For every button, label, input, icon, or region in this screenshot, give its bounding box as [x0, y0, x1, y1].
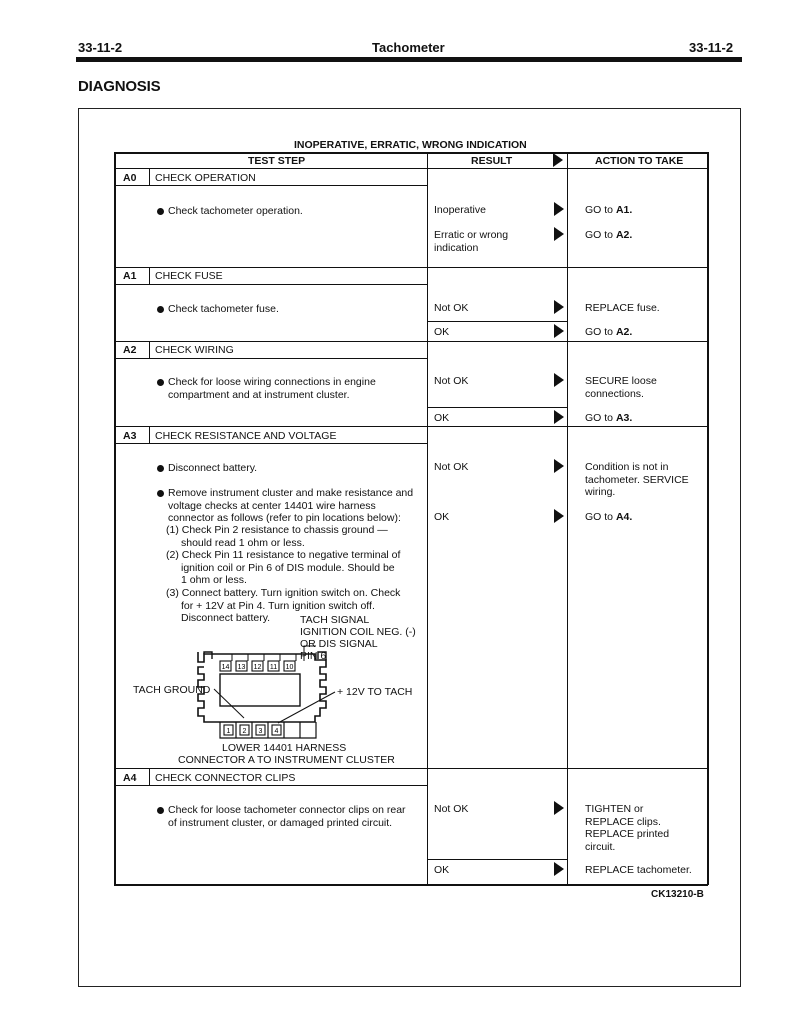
action-a3-1: Condition is not in tachometer. SERVICE wiring. [585, 461, 689, 498]
bullet-icon [157, 306, 164, 313]
step-id-a3: A3 [123, 430, 137, 442]
action-a3-2: GO to A4. [585, 511, 633, 523]
pin-label: 3 [258, 728, 263, 735]
step-a3-substep-1: (1) Check Pin 2 resistance to chassis ground — should read 1 ohm or less. [166, 524, 388, 549]
col-header-result: RESULT [471, 155, 513, 167]
bullet-icon [157, 807, 164, 814]
step-id-a2: A2 [123, 344, 137, 356]
arrow-icon [554, 509, 564, 523]
bullet-icon [157, 465, 164, 472]
tach-signal-leader [304, 646, 316, 652]
step-a3-substep-3: (3) Connect battery. Turn ignition switch on. Check for + 12V at Pin 4. Turn ignition switch off. Disconnect battery. [166, 587, 401, 624]
figure-code: CK13210-B [651, 889, 704, 900]
result-a4-1: Not OK [434, 803, 469, 815]
section-title: DIAGNOSIS [78, 78, 161, 95]
connector-caption-2: CONNECTOR A TO INSTRUMENT CLUSTER [178, 754, 395, 766]
connector-caption-1: LOWER 14401 HARNESS [222, 742, 347, 754]
result-a2-1: Not OK [434, 375, 469, 387]
page-number-left: 33-11-2 [78, 40, 123, 55]
pin-label: 1 [226, 728, 231, 735]
tach-ground-leader [214, 689, 244, 718]
step-a2-instruction: Check for loose wiring connections in engine compartment and at instrument cluster. [168, 376, 376, 401]
action-a2-1: SECURE loose connections. [585, 375, 657, 400]
page-number-right: 33-11-2 [689, 40, 734, 55]
result-a3-1: Not OK [434, 461, 469, 473]
connector-body [198, 652, 326, 722]
action-a4-1: TIGHTEN or REPLACE clips. REPLACE printed circuit. [585, 803, 670, 853]
pin-label: 10 [285, 664, 294, 671]
tach-signal-label: TACH SIGNAL IGNITION COIL NEG. (-) OR DIS SIGNAL PIN 6 [300, 614, 416, 662]
bullet-icon [157, 379, 164, 386]
pin-label: 11 [269, 664, 278, 671]
pin-label: 2 [242, 728, 247, 735]
action-a2-2: GO to A3. [585, 412, 633, 424]
result-a4-2: OK [434, 864, 450, 876]
step-title-a0: CHECK OPERATION [155, 172, 256, 184]
arrow-icon [554, 410, 564, 424]
pin-label: 4 [274, 728, 279, 735]
step-id-a0: A0 [123, 172, 137, 184]
arrow-icon [554, 801, 564, 815]
action-a0-2: GO to A2. [585, 229, 633, 241]
table-title: INOPERATIVE, ERRATIC, WRONG INDICATION [294, 139, 527, 151]
action-a1-1: REPLACE fuse. [585, 302, 660, 314]
step-a4-instruction: Check for loose tachometer connector clips on rear of instrument cluster, or damaged printed circuit. [168, 804, 406, 829]
connector-diagram [120, 612, 350, 742]
bullet-icon [157, 490, 164, 497]
action-a1-2: GO to A2. [585, 326, 633, 338]
action-a4-2: REPLACE tachometer. [585, 864, 692, 876]
bullet-icon [157, 208, 164, 215]
step-a3-instruction-2: Remove instrument cluster and make resistance and voltage checks at center 14401 wire harness connector as follows (refer to pin locations below): [168, 487, 414, 524]
step-a3-substep-2: (2) Check Pin 11 resistance to negative terminal of ignition coil or Pin 6 of DIS module. Should be 1 ohm or less. [166, 549, 401, 586]
arrow-icon [554, 373, 564, 387]
plus12v-label: + 12V TO TACH [337, 686, 413, 698]
step-id-a1: A1 [123, 270, 137, 282]
bottom-pins [220, 722, 316, 738]
col-header-test-step: TEST STEP [248, 155, 306, 167]
result-a1-2: OK [434, 326, 450, 338]
col-header-action: ACTION TO TAKE [595, 155, 684, 167]
step-a1-instruction: Check tachometer fuse. [168, 303, 279, 315]
step-title-a3: CHECK RESISTANCE AND VOLTAGE [155, 430, 337, 442]
step-id-a4: A4 [123, 772, 137, 784]
pin-label: 13 [237, 664, 246, 671]
result-a3-2: OK [434, 511, 450, 523]
arrow-icon [554, 862, 564, 876]
page-title: Tachometer [372, 40, 445, 55]
step-a3-instruction-1: Disconnect battery. [168, 462, 258, 474]
pin-label: 14 [221, 664, 230, 671]
arrow-icon [554, 300, 564, 314]
step-title-a1: CHECK FUSE [155, 270, 223, 282]
step-a0-instruction: Check tachometer operation. [168, 205, 303, 217]
arrow-icon [554, 227, 564, 241]
arrow-icon [554, 459, 564, 473]
pin-label: 12 [253, 664, 262, 671]
result-a1-1: Not OK [434, 302, 469, 314]
arrow-icon [553, 153, 563, 167]
tach-ground-label: TACH GROUND [133, 684, 211, 696]
step-title-a4: CHECK CONNECTOR CLIPS [155, 772, 296, 784]
arrow-icon [554, 324, 564, 338]
step-title-a2: CHECK WIRING [155, 344, 234, 356]
arrow-icon [554, 202, 564, 216]
top-pins [220, 654, 304, 671]
connector-window [220, 674, 300, 706]
action-a0-1: GO to A1. [585, 204, 633, 216]
header-rule [76, 57, 742, 62]
result-a2-2: OK [434, 412, 450, 424]
result-a0-2: Erratic or wrong indication [434, 229, 509, 254]
result-a0-1: Inoperative [434, 204, 486, 216]
